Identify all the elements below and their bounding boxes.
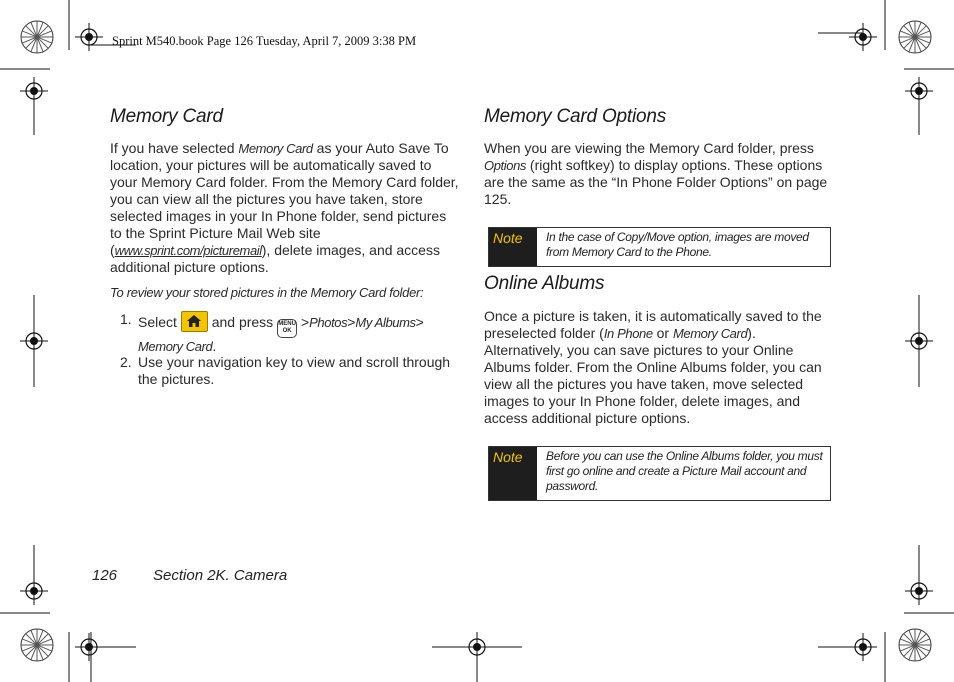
step-text: Use your navigation key to view and scroll through the pictures. <box>138 354 451 387</box>
star-target-icon <box>899 629 931 661</box>
note-label: Note <box>489 447 537 500</box>
online-albums-paragraph <box>484 308 834 427</box>
note-label: Note <box>489 228 537 266</box>
inline-term: Options <box>484 158 527 173</box>
section-title-online-albums: Online Albums <box>484 273 605 294</box>
section-title-memory-card: Memory Card <box>110 106 223 127</box>
page-number: 126 <box>92 567 118 584</box>
step-text <box>138 311 468 355</box>
step-number: 2. <box>120 354 132 370</box>
star-target-icon <box>899 21 931 53</box>
text: or <box>652 325 673 341</box>
note-text: Before you can use the Online Albums folder, you must first go online and create a Picture Mail account and password. <box>546 449 823 493</box>
separator: > <box>415 314 424 330</box>
web-link[interactable]: www.sprint.com/picturemail <box>114 243 262 258</box>
inline-term: Memory Card <box>672 326 748 341</box>
step-1 <box>120 311 470 354</box>
registration-target-icon <box>20 77 48 105</box>
print-header: Sprint M540.book Page 126 Tuesday, April 7, 2009 3:38 PM <box>112 34 417 48</box>
section-title-memory-card-options: Memory Card Options <box>484 106 667 127</box>
text: Select <box>138 314 177 330</box>
text: If you have selected <box>110 140 239 156</box>
text: ), delete images, and access additional picture options. <box>110 242 440 275</box>
text: as your Auto Save To location, your pictures will be automatically saved to your Memory Card folder. From the Memory Card folder, you can view all the pictures you have taken, store selected images in your In Phone folder, send pictures to the Sprint Picture Mail Web site ( <box>110 140 459 258</box>
menu-ok-key-icon <box>277 319 297 338</box>
memory-card-options-paragraph <box>484 140 834 208</box>
registration-target-icon <box>20 577 48 605</box>
registration-target-icon <box>905 77 933 105</box>
separator: > <box>347 314 356 330</box>
section-name: Section 2K. Camera <box>153 567 288 584</box>
menu-path-item: My Albums <box>355 315 416 330</box>
text: When you are viewing the Memory Card folder, press <box>484 140 814 156</box>
registration-target-icon <box>905 577 933 605</box>
home-key-icon <box>181 311 208 332</box>
note-box <box>488 227 831 267</box>
instruction-heading: To review your stored pictures in the Memory Card folder: <box>110 285 424 300</box>
menu-path-item: Memory Card <box>138 339 213 354</box>
inline-term: In Phone <box>603 326 653 341</box>
registration-target-icon <box>849 23 877 51</box>
step-number: 1. <box>120 311 132 327</box>
text: and press <box>211 314 274 330</box>
note-box <box>488 446 831 501</box>
separator: > <box>300 314 310 330</box>
menu-path-item: Photos <box>309 315 348 330</box>
star-target-icon <box>21 629 53 661</box>
registration-target-icon <box>75 23 103 51</box>
text: . <box>212 338 217 354</box>
key-label: OK <box>282 328 292 334</box>
text: (right softkey) to display options. These options are the same as the “In Phone Folder Options” on page 125. <box>484 157 828 207</box>
key-label: MENU <box>278 321 296 327</box>
note-text: In the case of Copy/Move option, images are moved from Memory Card to the Phone. <box>546 230 809 259</box>
text: ). Alternatively, you can save pictures to your Online Albums folder. From the Online Albums folder, you can view all the pictures you have taken, move selected images to your In Phone folder, delete images, and access additional picture options. <box>484 325 822 426</box>
memory-card-paragraph <box>110 140 460 276</box>
text: Once a picture is taken, it is automatically saved to the preselected folder ( <box>484 308 822 341</box>
inline-term: Memory Card <box>238 141 313 156</box>
star-target-icon <box>21 21 53 53</box>
step-2 <box>120 354 470 388</box>
